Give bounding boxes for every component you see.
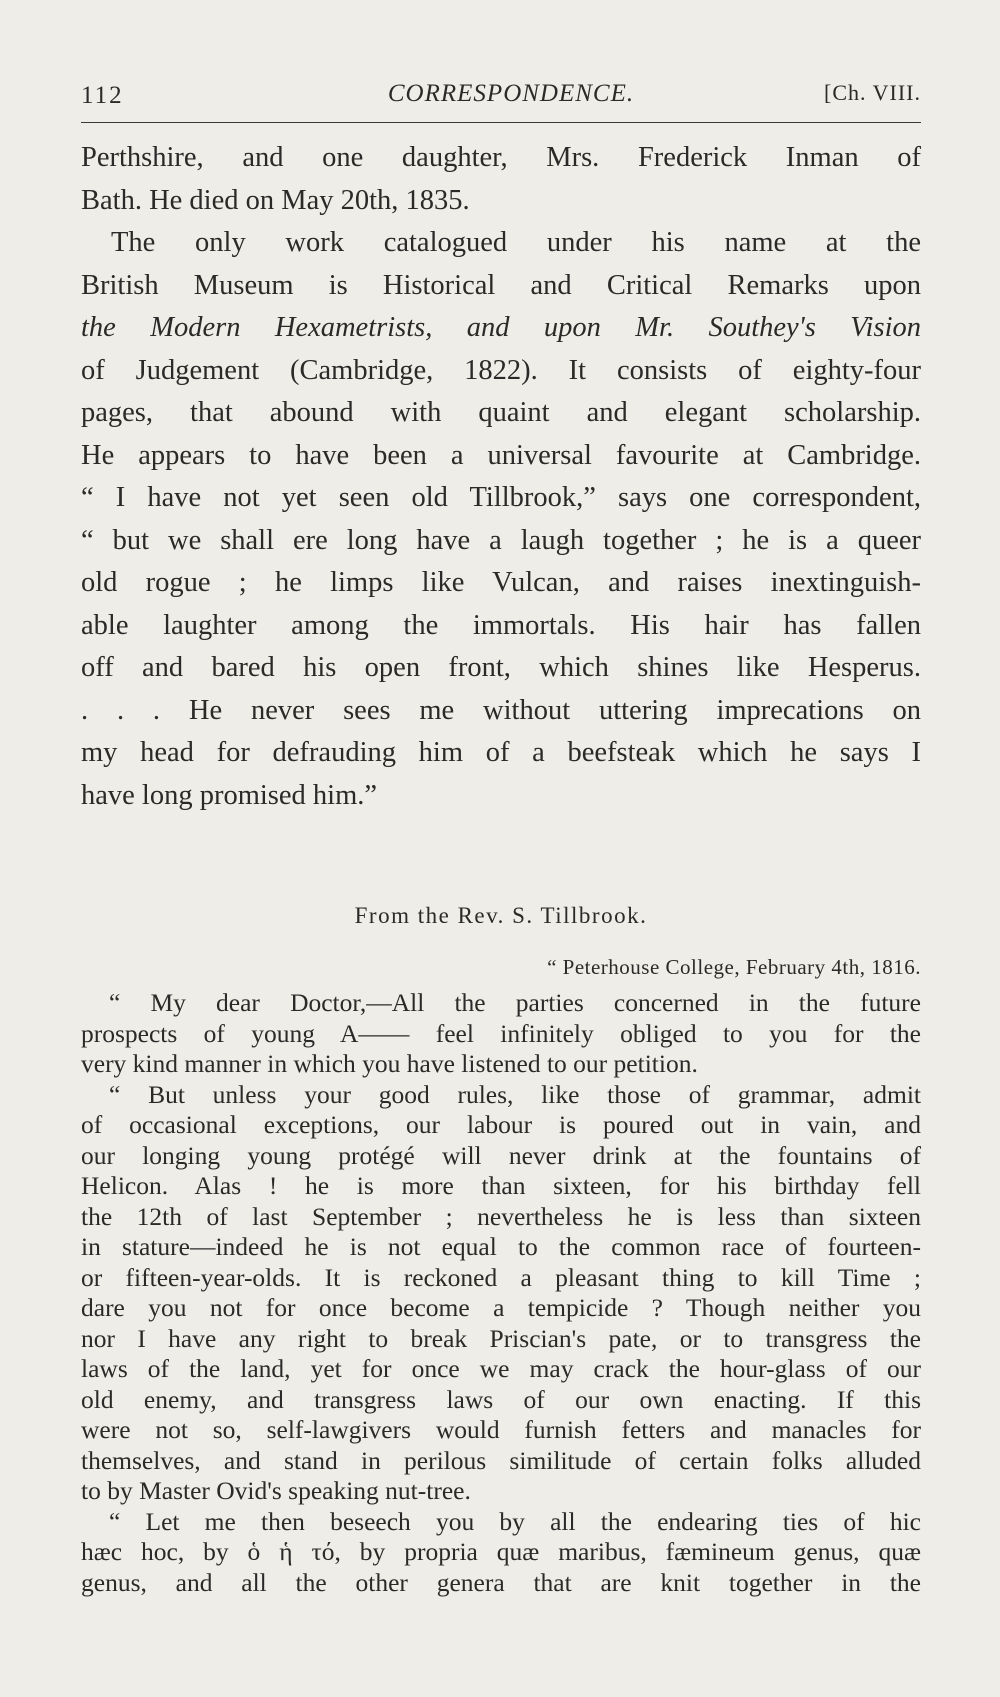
letter-line: genus, and all the other genera that are knit together in the [81, 1567, 921, 1597]
letter-line: in stature—indeed he is not equal to the common race of fourteen- [81, 1232, 921, 1261]
letter-text [81, 988, 921, 1598]
letter-line: dare you not for once become a tempicide ? Though neither you [81, 1293, 921, 1322]
body-line: British Museum is Historical and Critical Remarks upon [81, 269, 921, 301]
body-line: pages, that abound with quaint and elegant scholarship. [81, 397, 921, 428]
letter-line: nor I have any right to break Priscian's pate, or to transgress the [81, 1323, 921, 1353]
running-title: CORRESPONDENCE. [387, 80, 635, 107]
body-line: old rogue ; he limps like Vulcan, and raises inextinguish- [81, 567, 921, 598]
letter-line: Helicon. Alas ! he is more than sixteen, for his birthday fell [81, 1171, 921, 1200]
body-line: off and bared his open front, which shines like Hesperus. [81, 652, 921, 683]
body-line: my head for defrauding him of a beefsteak which he says I [81, 737, 921, 768]
letter-line: very kind manner in which you have listened to our petition. [81, 1049, 698, 1078]
letter-line: our longing young protégé will never drink at the fountains of [81, 1140, 921, 1170]
body-text [81, 123, 921, 817]
letter-line: to by Master Ovid's speaking nut-tree. [81, 1476, 471, 1505]
body-line: He appears to have been a universal favourite at Cambridge. [81, 439, 921, 471]
body-line: Perthshire, and one daughter, Mrs. Frederick Inman of [81, 142, 921, 173]
body-line: The only work catalogued under his name at the [111, 227, 921, 258]
chapter-reference: [Ch. VIII. [824, 80, 921, 105]
letter-line: were not so, self-lawgivers would furnish fetters and manacles for [81, 1415, 921, 1444]
section-heading: From the Rev. S. Tillbrook. [354, 903, 648, 928]
letter-line: laws of the land, yet for once we may crack the hour-glass of our [81, 1354, 921, 1383]
letter-line: of occasional exceptions, our labour is poured out in vain, and [81, 1110, 921, 1139]
body-line: . . . He never sees me without uttering imprecations on [81, 694, 921, 726]
letter-dateline: “ Peterhouse College, February 4th, 1816. [547, 955, 921, 979]
letter-line: “ But unless your good rules, like those of grammar, admit [109, 1079, 921, 1109]
body-line: the Modern Hexametrists, and upon Mr. Southey's Vision [81, 312, 921, 343]
body-line: able laughter among the immortals. His hair has fallen [81, 609, 921, 641]
letter-line: “ Let me then beseech you by all the endearing ties of hic [109, 1506, 921, 1536]
letter-line: themselves, and stand in perilous similitude of certain folks alluded [81, 1445, 921, 1475]
letter-line: “ My dear Doctor,—All the parties concerned in the future [109, 988, 921, 1017]
letter-line: hæc hoc, by ὁ ἡ τό, by propria quæ maribus, fæmineum genus, quæ [81, 1537, 921, 1566]
body-line: “ I have not yet seen old Tillbrook,” says one correspondent, [81, 482, 921, 513]
letter-line: prospects of young A—— feel infinitely obliged to you for the [81, 1018, 921, 1048]
book-page [81, 70, 921, 1598]
running-head [81, 70, 921, 123]
letter-line: or fifteen-year-olds. It is reckoned a pleasant thing to kill Time ; [81, 1262, 921, 1292]
body-line: have long promised him.” [81, 779, 378, 811]
body-line: “ but we shall ere long have a laugh together ; he is a queer [81, 524, 921, 556]
page-number: 112 [81, 82, 124, 109]
letter-line: old enemy, and transgress laws of our own enacting. If this [81, 1384, 921, 1414]
body-line: of Judgement (Cambridge, 1822). It consists of eighty-four [81, 354, 921, 386]
body-line: Bath. He died on May 20th, 1835. [81, 184, 470, 216]
letter-line: the 12th of last September ; nevertheless he is less than sixteen [81, 1201, 921, 1231]
